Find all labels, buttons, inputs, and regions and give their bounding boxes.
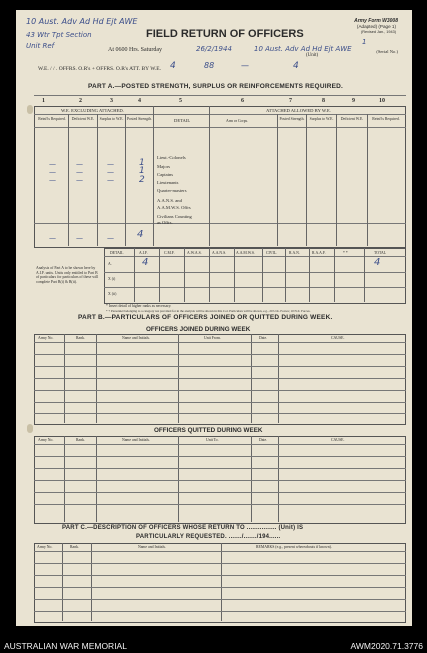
part-c-heading-1: PART C.—DESCRIPTION OF OFFICERS WHOSE RETURN TO ................ (Unit) IS [62, 525, 304, 531]
hw-total-posted: 4 [137, 229, 144, 240]
part-a-heading: PART A.—POSTED STRENGTH, SURPLUS OR REINFORCEMENTS REQUIRED. [88, 83, 344, 90]
handwritten-serial: 1 [362, 38, 367, 46]
rank-quartermasters: Quarter-masters [157, 188, 187, 193]
quitted-col-unit-to: Unit To. [206, 438, 219, 442]
col-number-1: 1 [42, 98, 45, 104]
part-c-col-name: Name and Initials. [138, 545, 166, 549]
joined-col-name: Name and Initials. [122, 336, 150, 340]
part-c-heading-2: PARTICULARLY REQUESTED. ......./......./194...... [136, 534, 281, 540]
handwritten-unit-line-3: Unit Ref [26, 42, 55, 50]
hw-aif-value: 4 [142, 257, 149, 268]
header-right-posted: Posted Strength. [279, 117, 305, 121]
rank-as-offrs: as Offrs. [157, 220, 173, 225]
handwritten-unit-mid: 10 Aust. Adv Ad Hd Ejt AWE [254, 45, 352, 53]
punch-hole [27, 105, 33, 114]
analysis-civil-header: CIVIL. [266, 251, 278, 255]
quitted-col-cause: CAUSE. [331, 438, 345, 442]
joined-title: OFFICERS JOINED DURING WEEK [146, 326, 251, 333]
hw-dash: — [49, 176, 56, 184]
header-right-surplus: Surplus to W.E. [309, 117, 334, 121]
hw-dash: — [107, 234, 114, 242]
attached-allowed: ATTACHED ALLOWED BY W.E. [266, 108, 331, 113]
header-right-deficient: Deficient W.E. [340, 117, 364, 121]
part-b-heading: PART B.—PARTICULARS OF OFFICERS JOINED OR QUITTED DURING WEEK. [78, 314, 333, 321]
analysis-ran-header: R.A.N. [289, 251, 300, 255]
part-c-col-rank: Rank. [70, 545, 79, 549]
header-arm-corps: Arm or Corps. [226, 119, 249, 123]
rank-majors: Majors [157, 164, 171, 169]
footnote-2: * + Personnel belonging to a category not provided for in the analysis will be shown in this Col. Particulars will be shown, e.g., 20 U.K. Forces; 10 N.Z. Forces. [106, 309, 311, 313]
col-number-3: 3 [110, 98, 113, 104]
col-number-7: 7 [289, 98, 292, 104]
rank-civilians: Civilians Counting [157, 214, 192, 219]
header-right-reinforcements: Reinf'ts Required. [372, 117, 400, 121]
joined-col-army-no: Army No. [38, 336, 54, 340]
analysis-note: Analysis of Part A to be shown here by A.I.F. units. Units only entitled to Part B of particulars for particulars of these will complete Part B(i) & B(ii). [36, 266, 99, 284]
serial-label: (Serial No.) [376, 49, 398, 54]
analysis-raaf-header: R.A.A.F. [312, 251, 326, 255]
hw-dash: — [107, 160, 114, 168]
handwritten-offrs: 4 [170, 61, 176, 71]
analysis-row-xi: X (i) [108, 277, 116, 281]
hw-dash: — [49, 160, 56, 168]
at-hours-label: At 0600 Hrs. Saturday [108, 47, 162, 53]
hw-dash: — [49, 168, 56, 176]
hw-majors-value: 1 [139, 158, 145, 168]
army-form-number: Army Form W3008 [354, 18, 398, 24]
we-excluding-attached: W.E. EXCLUDING ATTACHED. [61, 108, 124, 113]
analysis-row-xii: X (ii) [108, 292, 117, 296]
hw-lieutenants-value: 2 [139, 175, 145, 185]
analysis-detail-header: DETAIL [110, 251, 124, 255]
rank-aamws: A.A.M.W.S. Offrs [157, 205, 191, 210]
revised-label: (Revised Jan., 1943) [360, 30, 396, 34]
we-strength-line: W.E. / / . OFFRS. O.R's + OFFRS. O.R's ATT. BY W.E. [38, 66, 162, 72]
hw-dash: — [76, 160, 83, 168]
footer-bar [0, 640, 427, 653]
quitted-col-name: Name and Initials. [122, 438, 150, 442]
quitted-col-army-no: Army No. [38, 438, 54, 442]
rank-aans: A.A.N.S. and [157, 198, 182, 203]
col-number-9: 9 [352, 98, 355, 104]
punch-hole [27, 424, 33, 433]
footer-accession: AWM2020.71.3776 [350, 641, 423, 651]
analysis-aamws-header: A.A.M.W.S. [236, 251, 255, 255]
part-c-col-army-no: Army No. [37, 545, 53, 549]
col-number-2: 2 [79, 98, 82, 104]
joined-col-date: Date. [259, 336, 268, 340]
rank-captains: Captains [157, 172, 174, 177]
hw-dash: — [49, 234, 56, 242]
header-posted-strength: Posted Strength. [127, 117, 152, 121]
header-surplus: Surplus to W.E. [99, 117, 124, 121]
footer-source: AUSTRALIAN WAR MEMORIAL [4, 641, 127, 651]
hw-dash: — [76, 234, 83, 242]
hw-dash: — [107, 176, 114, 184]
col-number-10: 10 [379, 98, 385, 104]
joined-table [34, 334, 406, 425]
quitted-col-rank: Rank. [76, 438, 85, 442]
analysis-aif-header: A.I.F. [139, 251, 148, 255]
header-reinforcements: Reinf'ts Required. [38, 117, 66, 121]
form-title: FIELD RETURN OF OFFICERS [146, 28, 304, 40]
col-number-6: 6 [241, 98, 244, 104]
analysis-awas-header: A.W.A.S. [187, 251, 202, 255]
form-page [16, 10, 412, 626]
hw-total-value: 4 [374, 257, 381, 268]
handwritten-att-offrs: — [241, 61, 249, 70]
handwritten-date: 26/2/1944 [196, 45, 232, 53]
rank-lieut-colonels: Lieut.-Colonels [157, 155, 186, 160]
col-number-8: 8 [322, 98, 325, 104]
quitted-col-date: Date. [259, 438, 268, 442]
hw-dash: — [76, 176, 83, 184]
col-number-4: 4 [138, 98, 141, 104]
unit-label: (Unit) [306, 53, 319, 58]
part-c-col-remarks: REMARKS (e.g., present whereabouts if known). [256, 545, 332, 549]
detail-header: DETAIL [174, 118, 191, 123]
analysis-aans-header: A.A.N.S. [212, 251, 227, 255]
analysis-total-header: TOTAL [374, 251, 387, 255]
analysis-other-header: * * [343, 251, 348, 255]
handwritten-ors: 88 [204, 61, 215, 70]
joined-col-cause: CAUSE. [331, 336, 345, 340]
handwritten-att-ors: 4 [293, 61, 299, 71]
joined-col-unit-from: Unit From. [204, 336, 221, 340]
analysis-row-a: A. [108, 262, 112, 266]
hw-dash: — [76, 168, 83, 176]
handwritten-unit-line-1: 10 Aust. Adv Ad Hd Ejt AWE [26, 17, 138, 26]
quitted-title: OFFICERS QUITTED DURING WEEK [154, 427, 263, 434]
handwritten-unit-line-2: 43 Wtr Tpt Section [26, 31, 92, 39]
hw-captains-value: 1 [139, 166, 145, 176]
footnote-1: * Insert detail of higher ranks as necessary. [106, 304, 172, 308]
col-number-5: 5 [179, 98, 182, 104]
adapted-label: (Adapted) (Page 1) [356, 24, 396, 29]
analysis-cmf-header: C.M.F. [164, 251, 175, 255]
header-deficient: Deficient W.E. [71, 117, 95, 121]
rank-lieutenants: Lieutenants [157, 180, 179, 185]
joined-col-rank: Rank. [76, 336, 85, 340]
hw-dash: — [107, 168, 114, 176]
